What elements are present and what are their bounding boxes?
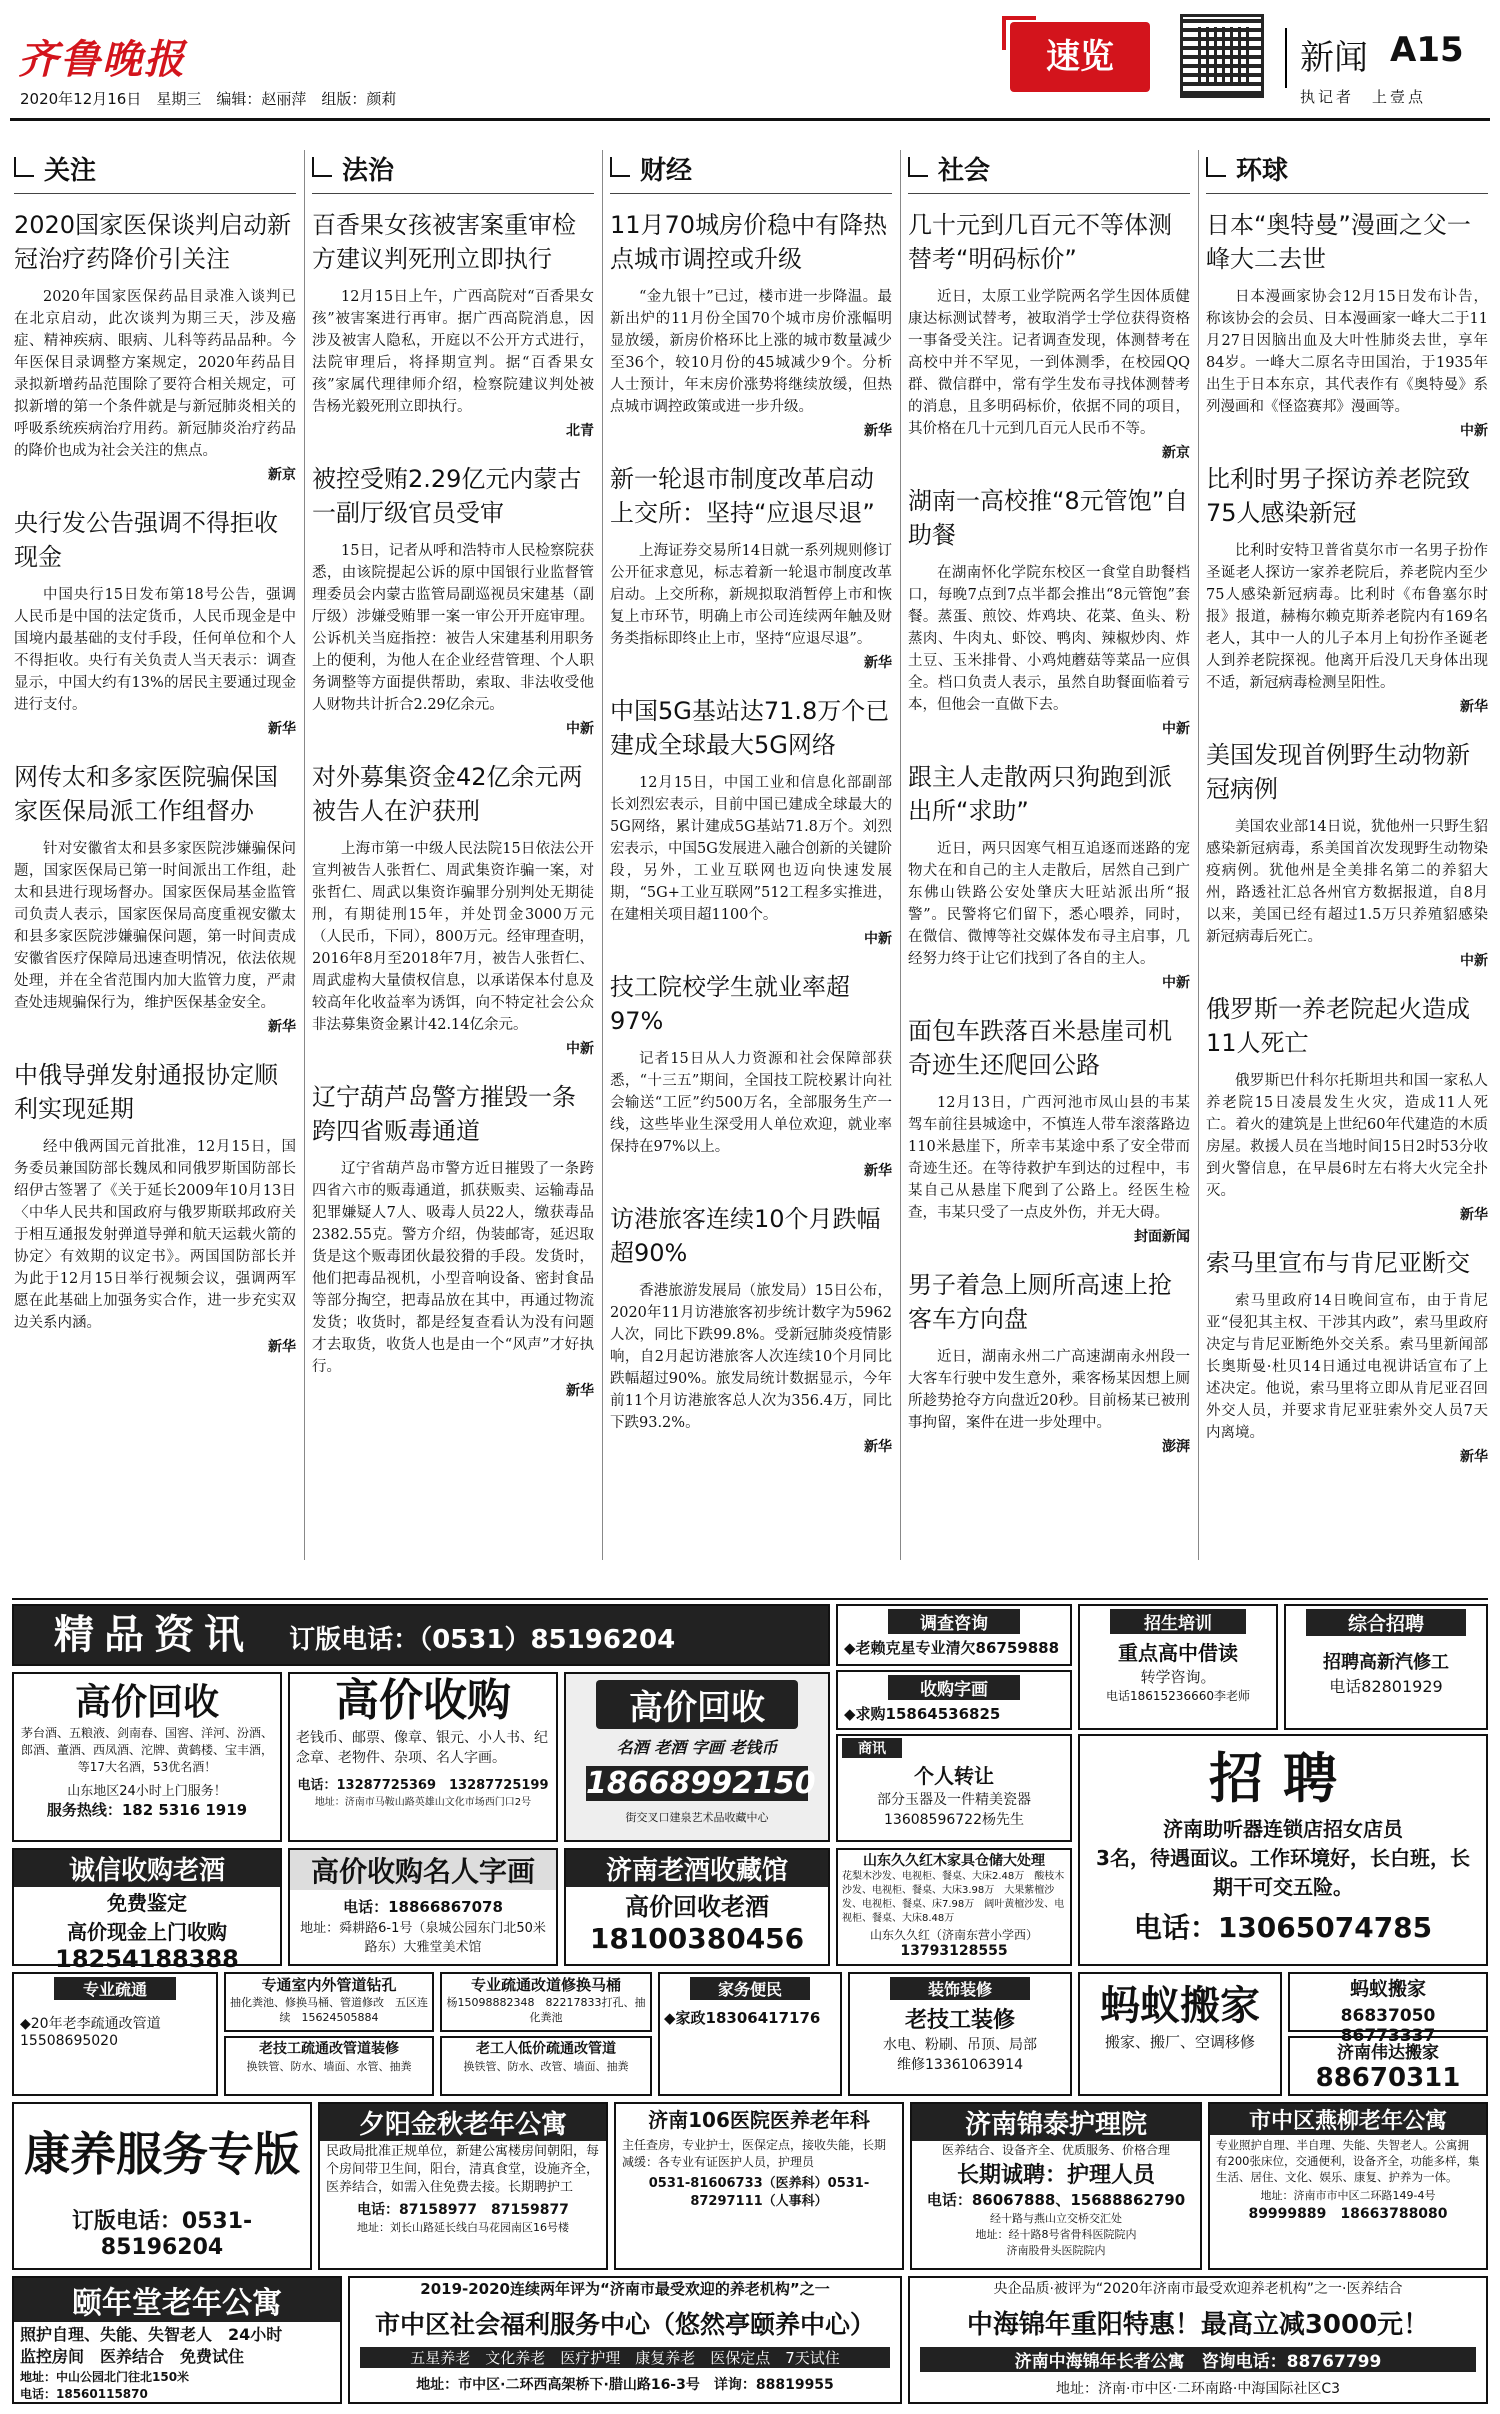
news-column bbox=[610, 150, 892, 1570]
ad-liquor-museum bbox=[564, 1848, 830, 1966]
column-divider bbox=[602, 150, 603, 1560]
page-header bbox=[0, 0, 1500, 150]
article-source: 新华 bbox=[864, 655, 892, 671]
article-body: 近日，两只因寒气相互追逐而迷路的宠物犬在和自己的主人走散后，居然自己到广东佛山铁路公安处肇庆大旺站派出所“报警”。民警将它们留下，悉心喂养，同时，在微信、微博等社交媒体发布寻主启事，几经努力终于让它们找到了各自的主人。 bbox=[908, 841, 1190, 967]
advertisement-section bbox=[12, 1598, 1488, 2406]
ad-mechanic bbox=[1284, 1604, 1488, 1730]
ad-subtitle: 济南助听器连锁店招女店员 bbox=[1163, 1817, 1403, 1841]
ad-address: 地址：舜耕路6-1号（泉城公园东门北50米路东）大雅堂美术馆 bbox=[300, 1921, 546, 1955]
article-source: 中新 bbox=[566, 1041, 594, 1057]
ad-old-liquor bbox=[12, 1848, 282, 1973]
ad-head: 商讯 bbox=[842, 1738, 902, 1758]
ad-title: 专通室内外管道钻孔 bbox=[261, 1976, 397, 1994]
article-headline[interactable]: 访港旅客连续10个月跌幅超90% bbox=[610, 1205, 881, 1267]
ad-phone: 服务热线：182 5316 1919 bbox=[46, 1801, 248, 1819]
news-column bbox=[1206, 150, 1488, 1570]
column-divider bbox=[900, 150, 901, 1560]
news-article bbox=[610, 694, 892, 948]
news-article bbox=[908, 208, 1190, 462]
ad-subtitle: 名酒 老酒 字画 老钱币 bbox=[616, 1738, 778, 1757]
article-source: 新华 bbox=[1460, 1207, 1488, 1223]
news-article bbox=[312, 462, 594, 738]
news-article bbox=[14, 1058, 296, 1356]
ad-body: 抽化粪池、修换马桶、管道修改 五区连续 15624505884 bbox=[230, 1996, 428, 2024]
article-body: 比利时安特卫普省莫尔市一名男子扮作圣诞老人探访一家养老院后，养老院内至少75人感染新冠病毒。比利时《布鲁塞尔时报》报道，赫梅尔赖克斯养老院内有169名老人，其中一人的儿子本月上旬扮作圣诞老人到养老院探视。他离开后没几天身体出现不适，新冠病毒检测呈阳性。 bbox=[1206, 543, 1488, 691]
ad-pipe-2 bbox=[440, 2036, 652, 2096]
article-source: 新京 bbox=[268, 467, 296, 483]
ad-phone: 订版电话：0531-85196204 bbox=[71, 2209, 253, 2260]
ad-body: 水电、粉刷、吊顶、局部 bbox=[883, 2037, 1037, 2053]
news-article bbox=[14, 208, 296, 484]
news-article bbox=[908, 484, 1190, 738]
article-body: 15日，记者从呼和浩特市人民检察院获悉，由该院提起公诉的原中国银行业监督管理委员会内蒙古监管局副巡视员宋建基（副厅级）涉嫌受贿罪一案一审公开开庭审理。公诉机关当庭指控：被告人宋建基利用职务上的便利，为他人在企业经营管理、个人职务调整等方面提供帮助，索取、非法收受他人财物共计折合2.29亿余元。 bbox=[312, 543, 594, 713]
article-source: 新华 bbox=[1460, 1449, 1488, 1465]
article-source: 新华 bbox=[566, 1383, 594, 1399]
article-headline[interactable]: 2020国家医保谈判启动新冠治疗药降价引关注 bbox=[14, 211, 292, 273]
ad-famous-calligraphy bbox=[288, 1848, 558, 1966]
article-body: 美国农业部14日说，犹他州一只野生貂感染新冠病毒，系美国首次发现野生动物染疫病例。犹他州是全美排名第二的养貂大州，路透社汇总各州官方数据报道，自8月以来，美国已经有超过1.5万只养殖貂感染新冠病毒后死亡。 bbox=[1206, 819, 1488, 945]
ad-title: 老技工疏通改管道装修 bbox=[259, 2041, 399, 2057]
ad-transfer bbox=[836, 1734, 1072, 1842]
ad-phone: 13608596722杨先生 bbox=[884, 1812, 1024, 1828]
column-heading-text: 关注 bbox=[44, 156, 97, 186]
section-name: 新闻 bbox=[1300, 38, 1368, 78]
column-divider bbox=[1198, 150, 1199, 1560]
article-body: 2020年国家医保药品目录准入谈判已在北京启动，此次谈判为期三天，涉及癌症、精神疾病、眼病、儿科等药品品种。今年医保目录调整方案规定，2020年药品目录拟新增药品范围除了要符合相关规定，可拟新增的第一个条件就是与新冠肺炎相关的呼吸系统疾病治疗用药。新冠肺炎治疗药品的降价也成为社会关注的焦点。 bbox=[14, 289, 296, 459]
news-article bbox=[312, 760, 594, 1058]
ad-title: 市中区社会福利服务中心（悠然亭颐养中心） bbox=[374, 2310, 875, 2339]
article-body: 针对安徽省太和县多家医院涉嫌骗保问题，国家医保局已第一时间派出工作组，赴太和县进行现场督办。国家医保局基金监管司负责人表示，国家医保局高度重视安徽太和县多家医院涉嫌骗保问题，第一时间责成安徽省医疗保障局迅速查明情况，依法依规处理，并在全省范围内加大监管力度，严肃查处违规骗保行为，维护医保基金安全。 bbox=[14, 841, 296, 1011]
ad-head: 综合招聘 bbox=[1306, 1609, 1466, 1636]
ad-title: 夕阳金秋老年公寓 bbox=[320, 2104, 606, 2141]
ad-phone: 0531-81606733（医养科）0531-87297111（人事科） bbox=[648, 2176, 870, 2209]
ad-title: 蚂蚁搬家 bbox=[1349, 1978, 1426, 2000]
article-source: 新华 bbox=[268, 1019, 296, 1035]
article-headline[interactable]: 跟主人走散两只狗跑到派出所“求助” bbox=[908, 763, 1172, 825]
ad-furniture bbox=[836, 1848, 1072, 1966]
ad-note: 山东地区24小时上门服务！ bbox=[67, 1784, 227, 1799]
news-article bbox=[610, 462, 892, 672]
ad-jintai bbox=[910, 2102, 1202, 2270]
ad-top-line: 央企品质·被评为“2020年济南市最受欢迎养老机构”之一·医养结合 bbox=[993, 2281, 1403, 2297]
article-headline[interactable]: 百香果女孩被害案重审检方建议判死刑立即执行 bbox=[312, 211, 576, 273]
news-article bbox=[1206, 208, 1488, 440]
ad-title: 重点高中借读 bbox=[1118, 1641, 1238, 1665]
ad-title: 济南106医院医养老年科 bbox=[648, 2108, 870, 2132]
ad-drain bbox=[12, 1972, 218, 2096]
column-heading-text: 财经 bbox=[640, 156, 693, 186]
ad-body: 部分玉器及一件精美瓷器 bbox=[877, 1792, 1031, 1808]
ad-recycle-2 bbox=[564, 1672, 830, 1842]
article-headline[interactable]: 男子着急上厕所高速上抢客车方向盘 bbox=[908, 1271, 1172, 1333]
article-body: 索马里政府14日晚间宣布，由于肯尼亚“侵犯其主权、干涉其内政”，索马里政府决定与肯尼亚断绝外交关系。索马里新闻部长奥斯曼·杜贝14日通过电视讲话宣布了上述决定。他说，索马里将立即从肯尼亚召回外交人员，并要求肯尼亚驻索外交人员7天内离境。 bbox=[1206, 1293, 1488, 1441]
ad-title: 济南伟达搬家 bbox=[1337, 2043, 1439, 2063]
ad-address: 地址：刘长山路延长线白马花园南区16号楼 bbox=[357, 2221, 569, 2234]
article-headline[interactable]: 被控受贿2.29亿元内蒙古一副厅级官员受审 bbox=[312, 465, 582, 527]
ad-body: ◆家政18306417176 bbox=[664, 2009, 821, 2027]
ad-body: ◆老赖克星专业清欠86759888 bbox=[844, 1639, 1060, 1657]
date-line: 2020年12月16日 星期三 编辑：赵丽萍 组版：颜莉 bbox=[20, 90, 397, 108]
article-headline[interactable]: 新一轮退市制度改革启动上交所：坚持“应退尽退” bbox=[610, 465, 875, 527]
ad-hospital-106 bbox=[614, 2102, 904, 2270]
ad-body: 专业照护自理、半自理、失能、失智老人。公寓拥有200张床位，交通便利，设备齐全，功能多样，集生活、居住、文化、娱乐、康复、护养为一体。 bbox=[1216, 2138, 1480, 2184]
article-source: 北青 bbox=[566, 423, 594, 439]
news-article bbox=[908, 1268, 1190, 1456]
news-article bbox=[908, 760, 1190, 992]
news-column bbox=[312, 150, 594, 1570]
ad-address: 地址：中山公园北门往北150米 bbox=[20, 2370, 190, 2384]
ad-welfare-center bbox=[348, 2276, 902, 2404]
column-heading bbox=[14, 150, 296, 194]
article-body: 俄罗斯巴什科尔托斯坦共和国一家私人养老院15日凌晨发生火灾，造成11人死亡。着火的建筑是上世纪60年代建造的木质房屋。救援人员在当地时间15日2时53分收到火警信息，在早晨6时左右将大火完全扑灭。 bbox=[1206, 1073, 1488, 1199]
reporter-line: 执记者 上壹点 bbox=[1300, 88, 1427, 106]
ad-title: 康养服务专版 bbox=[24, 2127, 300, 2181]
ad-phone: 13793128555 bbox=[900, 1943, 1008, 1959]
ad-address: 地址：济南·市中区·二环南路·中海国际社区C3 bbox=[1055, 2381, 1341, 2397]
ad-phone: 电话18615236660李老师 bbox=[1106, 1689, 1250, 1703]
ad-phone: 88670311 bbox=[1315, 2063, 1461, 2093]
ad-address: 经十路与燕山立交桥交汇处 bbox=[990, 2212, 1122, 2225]
ad-body: 主任查房，专业护士，医保定点，接收失能，长期减缓：各专业有证医护人员，护理员 bbox=[622, 2138, 887, 2169]
article-headline[interactable]: 美国发现首例野生动物新冠病例 bbox=[1206, 741, 1470, 803]
ad-school bbox=[1078, 1604, 1278, 1730]
article-source: 新华 bbox=[864, 423, 892, 439]
corner-arrow-icon bbox=[610, 157, 630, 177]
ad-title: 山东久久红木家具仓储大处理 bbox=[863, 1853, 1045, 1869]
ad-address: 地址：经十路8号省骨科医院院内 bbox=[975, 2228, 1137, 2241]
article-source: 新华 bbox=[268, 721, 296, 737]
ad-subtitle: 免费鉴定 bbox=[107, 1891, 187, 1915]
article-body: 上海市第一中级人民法院15日依法公开宣判被告人张哲仁、周武集资诈骗一案，对张哲仁、周武以集资诈骗罪分别判处无期徒刑，有期徒刑15年，并处罚金3000万元（人民币，下同），800万元。经审理查明，2016年8月至2018年7月，被告人张哲仁、周武虚构大量债权信息，以承诺保本付息及较高年化收益率为诱饵，向不特定社会公众非法募集资金累计42.14亿余元。 bbox=[312, 841, 594, 1033]
article-source: 新华 bbox=[864, 1163, 892, 1179]
ad-body: 高价现金上门收购 bbox=[67, 1920, 227, 1944]
ad-phone: 电话82801929 bbox=[1329, 1677, 1443, 1696]
article-headline[interactable]: 央行发公告强调不得拒收现金 bbox=[14, 509, 278, 571]
article-headline[interactable]: 11月70城房价稳中有降热点城市调控或升级 bbox=[610, 211, 888, 273]
article-headline[interactable]: 中俄导弹发射通报协定顺利实现延期 bbox=[14, 1061, 278, 1123]
ad-elderly-care-page bbox=[12, 2102, 312, 2270]
ad-body: 茅台酒、五粮液、剑南春、国窖、洋河、汾酒、郎酒、董酒、西凤酒、沱牌、黄鹤楼、宝丰酒，等17大名酒，53优名酒！ bbox=[20, 1726, 273, 1774]
article-headline[interactable]: 俄罗斯一养老院起火造成11人死亡 bbox=[1206, 995, 1470, 1057]
ad-title: 招聘高新汽修工 bbox=[1323, 1652, 1449, 1673]
article-headline[interactable]: 索马里宣布与肯尼亚断交 bbox=[1206, 1249, 1470, 1277]
article-body: 辽宁省葫芦岛市警方近日摧毁了一条跨四省六市的贩毒通道，抓获贩卖、运输毒品犯罪嫌疑人7人、吸毒人员22人，缴获毒品2382.55克。警方介绍，伪装邮寄，延迟取货是这个贩毒团伙最狡猾的手段。发货时，他们把毒品视机，小型音响设备、密封食品等部分掏空，把毒品放在其中，再通过物流发货；收货时，都是经复查看认为没有问题才去取货，收货人也是由一个“风声”才好执行。 bbox=[312, 1161, 594, 1375]
article-body: 12月13日，广西河池市凤山县的韦某驾车前往县城途中，不慎连人带车滚落路边110米悬崖下，所幸韦某途中系了安全带而奇迹生还。在等待救护车到达的过程中，韦某自己从悬崖下爬到了公路上。经医生检查，韦某只受了一点皮外伤，并无大碍。 bbox=[908, 1095, 1190, 1221]
article-source: 封面新闻 bbox=[1134, 1229, 1190, 1245]
article-headline[interactable]: 辽宁葫芦岛警方摧毁一条跨四省贩毒通道 bbox=[312, 1083, 576, 1145]
news-article bbox=[312, 1080, 594, 1400]
article-body: 近日，湖南永州二广高速湖南永州段一大客车行驶中发生意外，乘客杨某因想上厕所趁势抢夺方向盘近20秒。目前杨某已被刑事拘留，案件在进一步处理中。 bbox=[908, 1349, 1190, 1431]
article-source: 澎湃 bbox=[1162, 1439, 1190, 1455]
column-heading bbox=[1206, 150, 1488, 194]
article-source: 新华 bbox=[1460, 699, 1488, 715]
ad-head: 装饰装修 bbox=[890, 1977, 1030, 2000]
ad-body: 花梨木沙发、电视柜、餐桌、大床2.48万 酸枝木沙发、电视柜、餐桌、大床3.98万 大果紫檀沙发、电视柜、餐桌、床7.98万 阔叶黄檀沙发、电视柜、餐桌、大床8.48万 bbox=[842, 1871, 1065, 1924]
ad-title: 老工人低价疏通改管道 bbox=[476, 2041, 616, 2057]
ad-subtitle: 长期诚聘：护理人员 bbox=[956, 2163, 1155, 2188]
news-article bbox=[1206, 462, 1488, 716]
ad-phone: 电话：18560115870 bbox=[20, 2387, 148, 2401]
article-headline[interactable]: 几十元到几百元不等体测替考“明码标价” bbox=[908, 211, 1172, 273]
article-source: 中新 bbox=[1162, 721, 1190, 737]
ad-title: 蚂蚁搬家 bbox=[1100, 1983, 1260, 2029]
article-source: 中新 bbox=[1162, 975, 1190, 991]
ad-hiring bbox=[1078, 1734, 1488, 1966]
header-rule bbox=[10, 118, 1490, 121]
ad-body: 医养结合、设备齐全、优质服务、价格合理 bbox=[941, 2143, 1170, 2157]
article-body: 12月15日，中国工业和信息化部副部长刘烈宏表示，目前中国已建成全球最大的5G网络，累计建成5G基站71.8万个。刘烈宏表示，中国5G发展进入融合创新的关键阶段，另外，工业互联网也迈向快速发展期，“5G+工业互联网”512工程多实推进，在建相关项目超1100个。 bbox=[610, 775, 892, 923]
ad-phone: 18668992150 bbox=[586, 1766, 816, 1801]
banner-title: 精品资讯 bbox=[54, 1612, 254, 1658]
ad-title: 老技工装修 bbox=[904, 2008, 1015, 2033]
ad-renovation bbox=[848, 1972, 1072, 2096]
article-body: 在湖南怀化学院东校区一食堂自助餐档口，每晚7点到7点半都会推出“8元管饱”套餐。蒸蛋、煎饺、炸鸡块、花菜、鱼头、粉蒸肉、牛肉丸、虾饺、鸭肉、辣椒炒肉、炸土豆、玉米排骨、小鸡炖蘑菇等菜品一应俱全。档口负责人表示，虽然自助餐面临着亏本，但他会一直做下去。 bbox=[908, 565, 1190, 713]
ad-body: 民政局批准正规单位，新建公寓楼房间朝阳，每个房间带卫生间，阳台，清真食堂，设施齐全，医养结合，如需入住免费去接。长期聘护工 bbox=[326, 2144, 600, 2195]
news-article bbox=[610, 1202, 892, 1456]
ad-title: 高价收购名人字画 bbox=[290, 1850, 556, 1890]
ad-body: ◆求购15864536825 bbox=[844, 1705, 1001, 1723]
article-headline[interactable]: 中国5G基站达71.8万个已建成全球最大5G网络 bbox=[610, 697, 890, 759]
ad-yanliu bbox=[1208, 2102, 1488, 2270]
ad-phone: 维修13361063914 bbox=[897, 2057, 1023, 2073]
ad-body: 老钱币、邮票、像章、银元、小人书、纪念章、老物件、杂项、名人字画。 bbox=[296, 1730, 548, 1766]
ad-title: 招聘 bbox=[1209, 1747, 1357, 1810]
ad-phone: 电话：86067888、15688862790 bbox=[926, 2191, 1186, 2209]
header-divider bbox=[1285, 28, 1287, 88]
ad-title: 颐年堂老年公寓 bbox=[14, 2278, 340, 2322]
column-heading-text: 环球 bbox=[1236, 156, 1289, 186]
ad-note: 街交叉口建泉艺术品收藏中心 bbox=[625, 1811, 769, 1824]
article-body: 香港旅游发展局（旅发局）15日公布，2020年11月访港旅客初步统计数字为5962人次，同比下跌99.8%。受新冠肺炎疫情影响，自2月起访港旅客人次连续10个月同比跌幅超过90%。旅发局统计数据显示，今年前11个月访港旅客总人次为356.4万，同比下跌93.2%。 bbox=[610, 1283, 892, 1431]
ad-phone: 电话：13287725369 13287725199 bbox=[297, 1778, 549, 1793]
ad-moving-1 bbox=[1078, 1972, 1282, 2096]
ad-phone: 86837050 86773337 bbox=[1340, 2006, 1453, 2046]
ad-title: 个人转让 bbox=[914, 1764, 994, 1788]
corner-arrow-icon bbox=[312, 157, 332, 177]
ad-title: 中海锦年重阳特惠！最高立减3000元！ bbox=[966, 2310, 1430, 2340]
banner-phone: 订版电话：（0531）85196204 bbox=[289, 1625, 676, 1655]
ad-zhonghai bbox=[908, 2276, 1488, 2404]
ad-address: 地址：市中区·二环西高架桥下·腊山路16-3号 详询：88819955 bbox=[416, 2377, 834, 2393]
page-number: A15 bbox=[1390, 30, 1464, 70]
news-column bbox=[908, 150, 1190, 1570]
column-heading-text: 法治 bbox=[342, 156, 395, 186]
article-headline[interactable]: 比利时男子探访养老院致75人感染新冠 bbox=[1206, 465, 1470, 527]
ad-moving-3 bbox=[1288, 2036, 1488, 2096]
news-article bbox=[610, 970, 892, 1180]
ad-phone: 电话：87158977 87159877 bbox=[357, 2202, 569, 2218]
article-body: 中国央行15日发布第18号公告，强调人民币是中国的法定货币，人民币现金是中国境内最基础的支付手段，任何单位和个人不得拒收。央行有关负责人当天表示：调查显示，中国大约有13%的居民主要通过现金进行支付。 bbox=[14, 587, 296, 713]
ad-body: 3名，待遇面议。工作环境好，长白班，长期干可交五险。 bbox=[1096, 1846, 1470, 1899]
news-article bbox=[1206, 738, 1488, 970]
article-headline[interactable]: 湖南一高校推“8元管饱”自助餐 bbox=[908, 487, 1189, 549]
column-heading bbox=[610, 150, 892, 194]
news-article bbox=[312, 208, 594, 440]
ad-body: 杨15098882348 82217833打孔、抽化粪池 bbox=[446, 1996, 646, 2024]
ad-head: 收购字画 bbox=[888, 1675, 1020, 1700]
article-source: 中新 bbox=[1460, 423, 1488, 439]
article-body: 12月15日上午，广西高院对“百香果女孩”被害案进行再审。据广西高院消息，因涉及被害人隐私，开庭以不公开方式进行，法院审理后，将择期宣判。据“百香果女孩”家属代理律师介绍，检察院建议判处被告杨光毅死刑立即执行。 bbox=[312, 289, 594, 415]
column-heading-text: 社会 bbox=[938, 156, 991, 186]
article-headline[interactable]: 网传太和多家医院骗保国家医保局派工作组督办 bbox=[14, 763, 278, 825]
article-headline[interactable]: 面包车跌落百米悬崖司机奇迹生还爬回公路 bbox=[908, 1017, 1172, 1079]
news-column bbox=[14, 150, 296, 1570]
corner-arrow-icon bbox=[1206, 157, 1226, 177]
news-article bbox=[1206, 992, 1488, 1224]
ad-calligraphy bbox=[836, 1670, 1072, 1730]
ad-title: 市中区燕柳老年公寓 bbox=[1210, 2104, 1486, 2135]
ad-phone: 电话：18866867078 bbox=[343, 1898, 503, 1916]
ad-yiniantang bbox=[12, 2276, 342, 2404]
ad-title: 高价回收 bbox=[596, 1680, 798, 1729]
article-source: 新华 bbox=[268, 1339, 296, 1355]
ad-body: ◆20年老李疏通改管道15508695020 bbox=[20, 2016, 161, 2049]
newspaper-logo: 齐鲁晚报 bbox=[18, 36, 186, 83]
ad-title: 济南老酒收藏馆 bbox=[566, 1850, 828, 1887]
ad-subtitle: 高价回收老酒 bbox=[625, 1893, 769, 1921]
news-article bbox=[1206, 1246, 1488, 1466]
ad-body: 换铁管、防水、改管、墙面、抽粪 bbox=[463, 2060, 629, 2073]
ad-phone: 18254188388 bbox=[55, 1945, 239, 1973]
article-headline[interactable]: 对外募集资金42亿余元两被告人在沪获刑 bbox=[312, 763, 583, 825]
ad-top-line: 2019-2020连续两年评为“济南市最受欢迎的养老机构”之一 bbox=[420, 2280, 830, 2298]
article-source: 中新 bbox=[864, 931, 892, 947]
ad-title: 济南锦泰护理院 bbox=[912, 2104, 1200, 2141]
ad-title: 高价回收 bbox=[74, 1681, 219, 1723]
ad-moving-2 bbox=[1288, 1972, 1488, 2046]
column-divider bbox=[304, 150, 305, 1560]
article-source: 中新 bbox=[1460, 953, 1488, 969]
ad-subtitle: 济南中海锦年长者公寓 咨询电话：88767799 bbox=[920, 2347, 1476, 2372]
ad-liquor-recycle bbox=[12, 1672, 282, 1842]
classified-banner bbox=[12, 1604, 830, 1666]
article-source: 中新 bbox=[566, 721, 594, 737]
ad-address: 地址：济南市市中区二环路149-4号 bbox=[1260, 2189, 1436, 2202]
ad-pipe-1 bbox=[224, 2036, 434, 2096]
news-article bbox=[14, 760, 296, 1036]
ad-head: 招生培训 bbox=[1110, 1609, 1246, 1634]
ad-body: 照护自理、失能、失智老人 24小时监控房间 医养结合 免费试住 bbox=[20, 2325, 283, 2366]
ad-title: 诚信收购老酒 bbox=[14, 1850, 280, 1887]
ad-address: 山东久久红（济南东营小学西） bbox=[869, 1928, 1038, 1942]
ad-head: 专业疏通 bbox=[54, 1977, 176, 2000]
article-body: 经中俄两国元首批准，12月15日，国务委员兼国防部长魏凤和同俄罗斯国防部长绍伊古签署了《关于延长2009年10月13日〈中华人民共和国政府与俄罗斯联邦政府关于相互通报发射弹道导弹和航天运载火箭的协定〉有效期的议定书》。两国国防部长并为此于12月15日举行视频会议，强调两军愿在此基础上加强务实合作，进一步充实双边关系内涵。 bbox=[14, 1139, 296, 1331]
news-article bbox=[908, 1014, 1190, 1246]
ad-title: 高价收购 bbox=[335, 1675, 511, 1726]
ad-toilet bbox=[440, 1972, 652, 2032]
ad-drill bbox=[224, 1972, 434, 2032]
ad-body: 搬家、搬厂、空调移修 bbox=[1104, 2033, 1255, 2051]
article-body: 近日，太原工业学院两名学生因体质健康达标测试替考，被取消学士学位获得资格一事备受关注。记者调查发现，体测替考在高校中并不罕见，一到体测季，在校园QQ群、微信群中，常有学生发布寻找体测替考的消息，且多明码标价，依据不同的项目，其价格在几十元到几百元人民币不等。 bbox=[908, 289, 1190, 437]
ad-head: 调查咨询 bbox=[888, 1609, 1020, 1634]
article-headline[interactable]: 日本“奥特曼”漫画之父一峰大二去世 bbox=[1206, 211, 1471, 273]
ad-sunset-apartment bbox=[318, 2102, 608, 2270]
ad-phone: 89999889 18663788080 bbox=[1248, 2206, 1448, 2222]
column-heading bbox=[908, 150, 1190, 194]
qr-code-icon bbox=[1180, 14, 1264, 98]
ad-housekeeping bbox=[658, 1972, 842, 2096]
news-article bbox=[610, 208, 892, 440]
news-article bbox=[14, 506, 296, 738]
ad-body: 换铁管、防水、墙面、水管、抽粪 bbox=[246, 2060, 412, 2073]
section-badge: 速览 bbox=[1010, 22, 1150, 92]
ad-debt bbox=[836, 1604, 1072, 1666]
ad-phone: 18100380456 bbox=[589, 1922, 805, 1955]
article-source: 新华 bbox=[864, 1439, 892, 1455]
ad-head: 家务便民 bbox=[690, 1977, 810, 2000]
article-headline[interactable]: 技工院校学生就业率超97% bbox=[610, 973, 850, 1035]
article-body: 日本漫画家协会12月15日发布讣告，称该协会的会员、日本漫画家一峰大二于11月27日因脑出血及大叶性肺炎去世，享年84岁。一峰大二原名寺田国治，于1935年出生于日本东京，其代表作有《奥特曼》系列漫画和《怪盗赛邦》漫画等。 bbox=[1206, 289, 1488, 415]
ad-address: 济南股骨头医院院内 bbox=[1006, 2244, 1106, 2257]
article-body: “金九银十”已过，楼市进一步降温。最新出炉的11月份全国70个城市房价涨幅明显放缓，新房价格环比上涨的城市数量减少至36个，较10月份的45城减少9个。分析人士预计，年末房价涨势将继续放缓，但热点城市调控政策或进一步升级。 bbox=[610, 289, 892, 415]
article-source: 新京 bbox=[1162, 445, 1190, 461]
article-body: 记者15日从人力资源和社会保障部获悉，“十三五”期间，全国技工院校累计向社会输送“工匠”约500万名，全部服务生产一线，这些毕业生深受用人单位欢迎，就业率保持在97%以上。 bbox=[610, 1051, 892, 1155]
column-heading bbox=[312, 150, 594, 194]
ad-address: 地址：济南市马鞍山路英雄山文化市场西门口2号 bbox=[314, 1797, 532, 1808]
corner-arrow-icon bbox=[908, 157, 928, 177]
corner-arrow-icon bbox=[14, 157, 34, 177]
ad-subtitle: 转学咨询。 bbox=[1140, 1668, 1216, 1686]
article-body: 上海证券交易所14日就一系列规则修订公开征求意见，标志着新一轮退市制度改革启动。上交所称，新规拟取消暂停上市和恢复上市环节，明确上市公司连续两年触及财务类指标即终止上市，坚持“应退尽退”。 bbox=[610, 543, 892, 647]
ad-title: 专业疏通改道修换马桶 bbox=[470, 1976, 621, 1994]
ad-phone: 电话：13065074785 bbox=[1133, 1911, 1433, 1944]
ad-collectibles bbox=[288, 1672, 558, 1842]
ad-body: 五星养老 文化养老 医疗护理 康复养老 医保定点 7天试住 bbox=[360, 2347, 890, 2368]
